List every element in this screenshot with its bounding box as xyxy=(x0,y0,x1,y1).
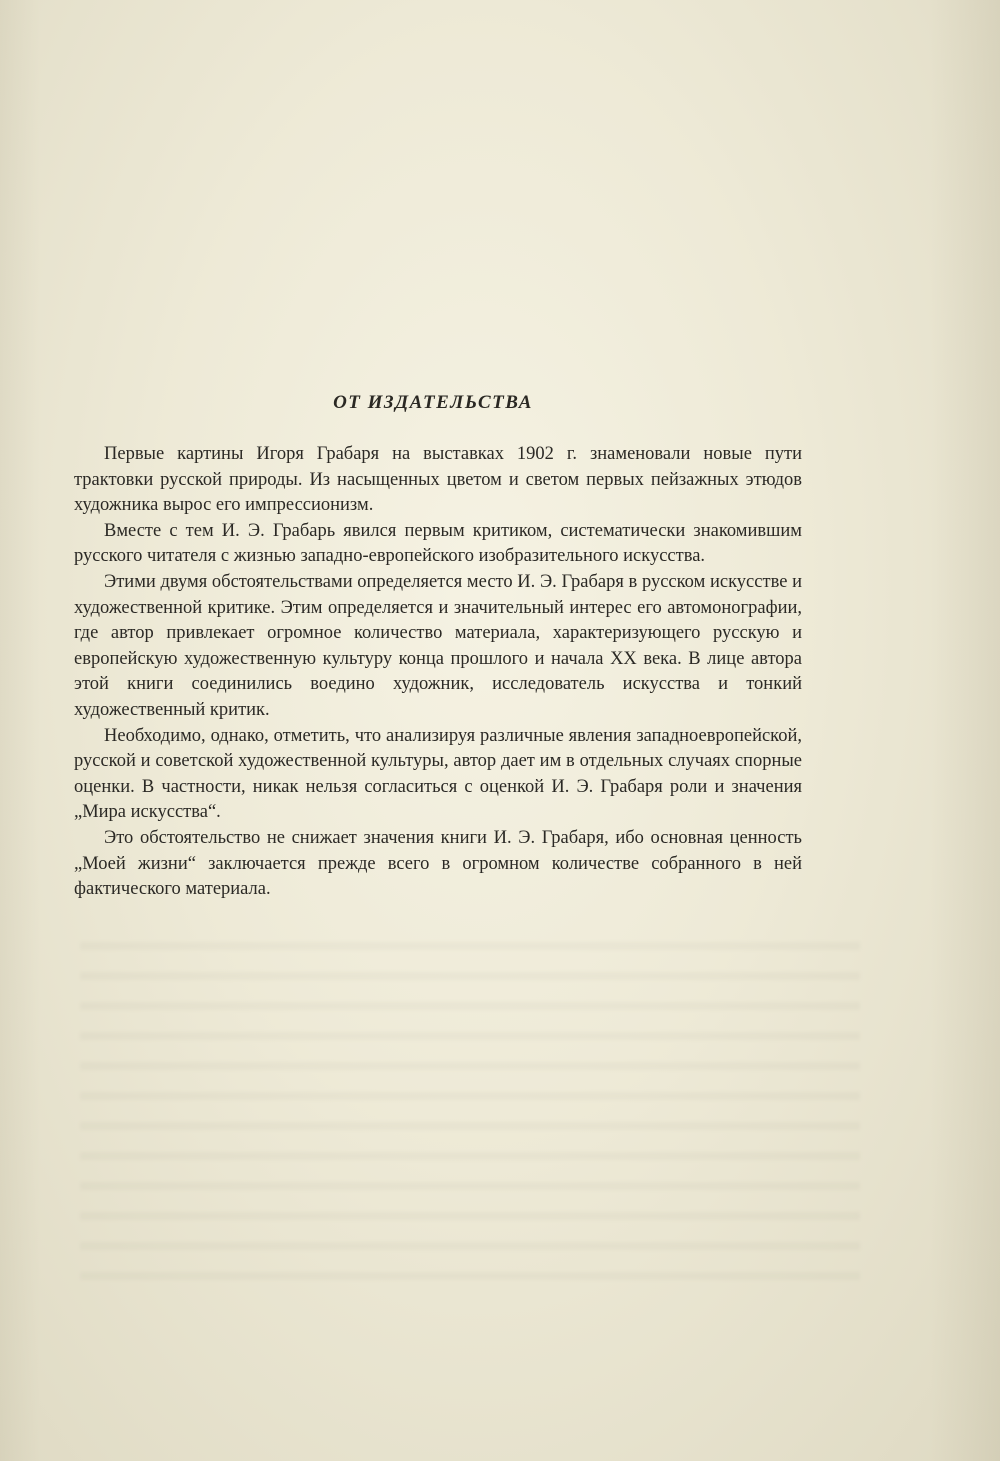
paragraph: Это обстоятельство не снижает значения книги И. Э. Грабаря, ибо основная ценность „Моей жизни“ заключается прежде всего в огромном количестве собранного в ней фактического материала. xyxy=(74,827,802,900)
show-through-text xyxy=(80,920,860,1280)
body-text xyxy=(74,442,802,903)
paragraph: Первые картины Игоря Грабаря на выставках 1902 г. знаменовали новые пути трактовки русской природы. Из насыщенных цветом и светом первых пейзажных этюдов художника вырос его импрессионизм. xyxy=(74,444,802,516)
page-edge-shadow-right xyxy=(930,0,1000,1461)
paragraph: Этими двумя обстоятельствами определяется место И. Э. Грабаря в русском искусстве и художественной критике. Этим определяется и значительный интерес его автомонографии, где автор привлекает огромное количество материала, характеризующего русскую и европейскую художественную культуру конца прошлого и начала XX века. В лице автора этой книги соединились воедино художник, исследователь искусства и тонкий художественный критик. xyxy=(74,571,802,720)
paragraph: Необходимо, однако, отметить, что анализируя различные явления западноевропейской, русской и советской художественной культуры, автор дает им в отдельных случаях спорные оценки. В частности, никак нельзя согласиться с оценкой И. Э. Грабаря роли и значения „Мира искусства“. xyxy=(74,725,802,823)
paragraph: Вместе с тем И. Э. Грабарь явился первым критиком, систематически знакомившим русского читателя с жизнью западно-европейского изобразительного искусства. xyxy=(74,520,802,567)
page-edge-shadow-left xyxy=(0,0,40,1461)
page-title: ОТ ИЗДАТЕЛЬСТВА xyxy=(333,392,533,413)
